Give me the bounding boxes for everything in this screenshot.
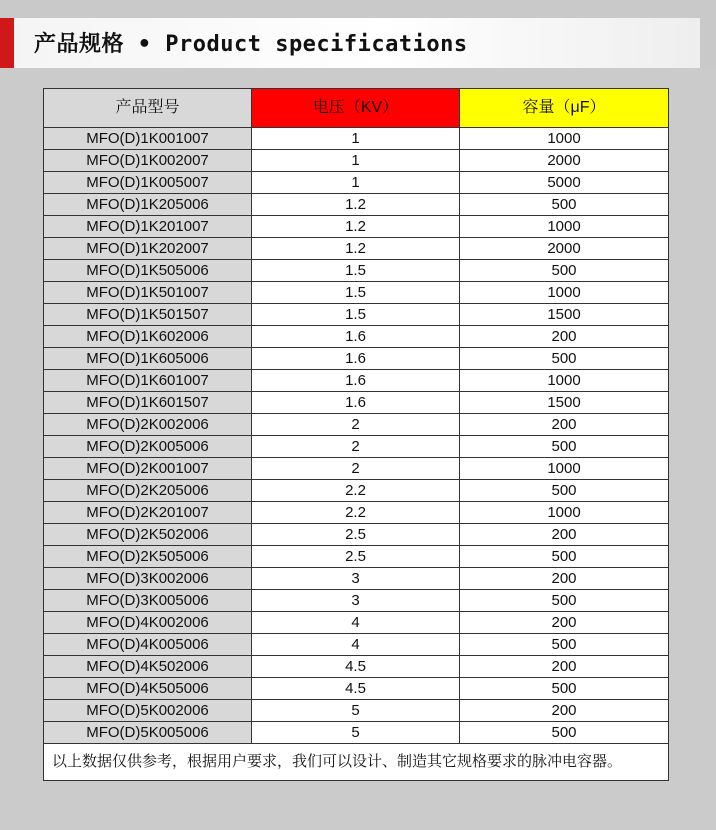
table-header-row — [44, 89, 669, 128]
table-row — [44, 370, 669, 392]
table-row — [44, 304, 669, 326]
table-row — [44, 568, 669, 590]
cell-model: MFO(D)5K002006 — [44, 700, 252, 722]
cell-voltage: 2.5 — [252, 546, 460, 568]
table-row — [44, 392, 669, 414]
cell-model: MFO(D)1K501007 — [44, 282, 252, 304]
table-note: 以上数据仅供参考，根据用户要求，我们可以设计、制造其它规格要求的脉冲电容器。 — [44, 744, 669, 781]
cell-model: MFO(D)1K005007 — [44, 172, 252, 194]
cell-capacitance: 200 — [460, 326, 669, 348]
cell-capacitance: 500 — [460, 722, 669, 744]
cell-voltage: 2.5 — [252, 524, 460, 546]
table-row — [44, 260, 669, 282]
table-row — [44, 700, 669, 722]
table-row — [44, 722, 669, 744]
cell-capacitance: 500 — [460, 678, 669, 700]
cell-capacitance: 200 — [460, 524, 669, 546]
cell-model: MFO(D)2K001007 — [44, 458, 252, 480]
cell-voltage: 1.5 — [252, 260, 460, 282]
cell-capacitance: 500 — [460, 546, 669, 568]
cell-voltage: 1 — [252, 172, 460, 194]
cell-model: MFO(D)1K602006 — [44, 326, 252, 348]
cell-model: MFO(D)4K502006 — [44, 656, 252, 678]
cell-capacitance: 500 — [460, 194, 669, 216]
cell-capacitance: 1000 — [460, 458, 669, 480]
cell-model: MFO(D)5K005006 — [44, 722, 252, 744]
cell-capacitance: 5000 — [460, 172, 669, 194]
cell-voltage: 2 — [252, 436, 460, 458]
table-row — [44, 656, 669, 678]
cell-model: MFO(D)1K605006 — [44, 348, 252, 370]
table-row — [44, 282, 669, 304]
table-row — [44, 348, 669, 370]
table-row — [44, 172, 669, 194]
spec-table — [43, 88, 669, 781]
table-row — [44, 238, 669, 260]
cell-model: MFO(D)4K002006 — [44, 612, 252, 634]
cell-capacitance: 2000 — [460, 150, 669, 172]
cell-voltage: 1.6 — [252, 392, 460, 414]
cell-model: MFO(D)1K201007 — [44, 216, 252, 238]
cell-model: MFO(D)4K505006 — [44, 678, 252, 700]
page-title: 产品规格 • Product specifications — [34, 32, 468, 57]
cell-capacitance: 1000 — [460, 502, 669, 524]
cell-voltage: 2.2 — [252, 502, 460, 524]
cell-voltage: 1.6 — [252, 370, 460, 392]
cell-capacitance: 500 — [460, 634, 669, 656]
cell-voltage: 5 — [252, 700, 460, 722]
cell-model: MFO(D)1K001007 — [44, 128, 252, 150]
cell-voltage: 1.2 — [252, 216, 460, 238]
table-row — [44, 524, 669, 546]
cell-model: MFO(D)3K005006 — [44, 590, 252, 612]
cell-model: MFO(D)1K501507 — [44, 304, 252, 326]
cell-capacitance: 200 — [460, 414, 669, 436]
table-row — [44, 502, 669, 524]
cell-capacitance: 1000 — [460, 216, 669, 238]
cell-model: MFO(D)2K205006 — [44, 480, 252, 502]
cell-voltage: 4 — [252, 634, 460, 656]
cell-model: MFO(D)3K002006 — [44, 568, 252, 590]
header-voltage: 电压（KV） — [252, 89, 460, 128]
cell-voltage: 4.5 — [252, 656, 460, 678]
cell-model: MFO(D)1K002007 — [44, 150, 252, 172]
table-row — [44, 326, 669, 348]
cell-model: MFO(D)1K601007 — [44, 370, 252, 392]
table-row — [44, 612, 669, 634]
header-capacitance: 容量（μF） — [460, 89, 669, 128]
cell-model: MFO(D)1K505006 — [44, 260, 252, 282]
table-row — [44, 128, 669, 150]
cell-model: MFO(D)2K002006 — [44, 414, 252, 436]
header-accent-stripe — [0, 18, 14, 68]
cell-voltage: 3 — [252, 568, 460, 590]
table-row — [44, 590, 669, 612]
cell-voltage: 1 — [252, 128, 460, 150]
cell-voltage: 1.6 — [252, 348, 460, 370]
table-row — [44, 678, 669, 700]
table-row — [44, 458, 669, 480]
cell-voltage: 2 — [252, 458, 460, 480]
note-row — [44, 744, 669, 781]
cell-voltage: 4.5 — [252, 678, 460, 700]
cell-model: MFO(D)4K005006 — [44, 634, 252, 656]
cell-capacitance: 1000 — [460, 370, 669, 392]
table-row — [44, 546, 669, 568]
cell-capacitance: 500 — [460, 260, 669, 282]
cell-model: MFO(D)2K505006 — [44, 546, 252, 568]
cell-capacitance: 200 — [460, 568, 669, 590]
cell-voltage: 1.2 — [252, 194, 460, 216]
cell-capacitance: 1000 — [460, 282, 669, 304]
cell-capacitance: 2000 — [460, 238, 669, 260]
table-row — [44, 480, 669, 502]
cell-capacitance: 200 — [460, 656, 669, 678]
cell-voltage: 4 — [252, 612, 460, 634]
cell-model: MFO(D)1K202007 — [44, 238, 252, 260]
cell-capacitance: 500 — [460, 348, 669, 370]
cell-capacitance: 1500 — [460, 304, 669, 326]
cell-model: MFO(D)2K005006 — [44, 436, 252, 458]
cell-capacitance: 1500 — [460, 392, 669, 414]
cell-capacitance: 200 — [460, 612, 669, 634]
table-row — [44, 436, 669, 458]
cell-voltage: 3 — [252, 590, 460, 612]
header-model: 产品型号 — [44, 89, 252, 128]
table-row — [44, 150, 669, 172]
cell-model: MFO(D)1K205006 — [44, 194, 252, 216]
cell-voltage: 1.2 — [252, 238, 460, 260]
cell-voltage: 1.6 — [252, 326, 460, 348]
table-row — [44, 216, 669, 238]
cell-voltage: 2.2 — [252, 480, 460, 502]
cell-voltage: 1 — [252, 150, 460, 172]
cell-voltage: 1.5 — [252, 282, 460, 304]
cell-capacitance: 500 — [460, 480, 669, 502]
table-row — [44, 194, 669, 216]
cell-capacitance: 500 — [460, 436, 669, 458]
cell-voltage: 1.5 — [252, 304, 460, 326]
cell-voltage: 2 — [252, 414, 460, 436]
cell-model: MFO(D)1K601507 — [44, 392, 252, 414]
table-row — [44, 414, 669, 436]
table-row — [44, 634, 669, 656]
cell-capacitance: 200 — [460, 700, 669, 722]
cell-capacitance: 500 — [460, 590, 669, 612]
cell-model: MFO(D)2K201007 — [44, 502, 252, 524]
cell-capacitance: 1000 — [460, 128, 669, 150]
cell-voltage: 5 — [252, 722, 460, 744]
table-body — [44, 128, 669, 744]
cell-model: MFO(D)2K502006 — [44, 524, 252, 546]
